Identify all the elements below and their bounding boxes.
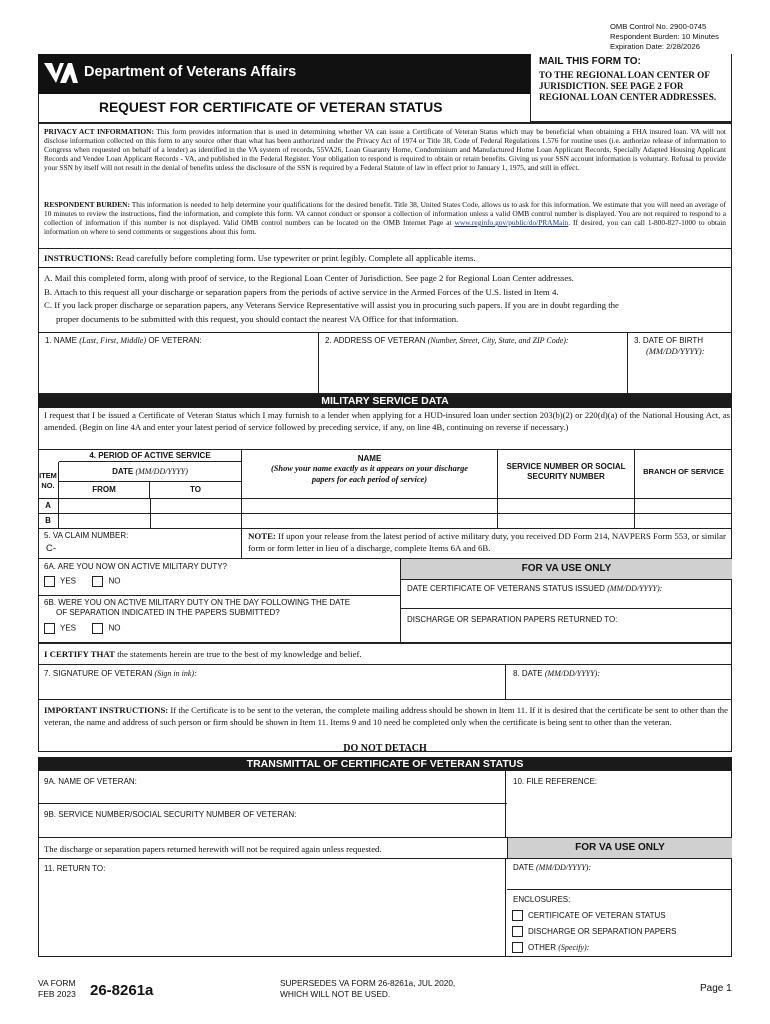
va-use-heading: FOR VA USE ONLY [401, 559, 732, 579]
header-bar [38, 54, 530, 94]
enc-other-checkbox[interactable] [512, 942, 523, 953]
row-a-name[interactable] [242, 499, 497, 513]
certify-text: I CERTIFY THAT the statements herein are true to the best of my knowledge and belief. [44, 649, 362, 659]
item-no-header: ITEM NO. [38, 462, 59, 498]
name-header: NAME [357, 454, 382, 463]
footer-form-number: 26-8261a [90, 982, 154, 999]
note-label: NOTE: [248, 531, 276, 541]
address-label: 2. ADDRESS OF VETERAN (Number, Street, City, State, and ZIP Code): [325, 336, 569, 345]
item10-label: 10. FILE REFERENCE: [513, 777, 598, 786]
item9a-label: 9A. NAME OF VETERAN: [44, 777, 137, 786]
row-a-branch[interactable] [635, 499, 732, 513]
enclosures-label: ENCLOSURES: [513, 895, 571, 904]
important-instructions [44, 704, 728, 728]
row-b-label: B [38, 513, 59, 528]
omb-burden: Respondent Burden: 10 Minutes [610, 32, 719, 41]
sign-date-field[interactable] [507, 665, 732, 699]
omb-control-no: OMB Control No. 2900-0745 [610, 22, 707, 31]
to-header: TO [190, 485, 201, 494]
date-header: DATE (MM/DD/YYYY) [59, 462, 241, 482]
item6a-options: YES NO [44, 576, 400, 587]
address-field[interactable] [318, 332, 628, 394]
note-text [248, 530, 728, 554]
item6a-label: 6A. ARE YOU NOW ON ACTIVE MILITARY DUTY? [44, 562, 228, 571]
dob-hint: (MM/DD/YYYY): [646, 346, 705, 356]
enclosure-other: OTHER (Specify): [512, 940, 676, 956]
agency-name: Department of Veterans Affairs [84, 64, 297, 80]
return-to-field[interactable] [38, 859, 506, 957]
row-a-from[interactable] [59, 499, 150, 513]
burden-text-b: . If desired, you can call 1-800-827-1000 to obtain information on where to send comments or suggestions about this form. [44, 218, 726, 236]
enclosures-list [512, 908, 676, 956]
instruction-a: A. Mail this completed form, along with proof of service, to the Regional Loan Center of Jurisdiction. See page 2 for Regional Loan Center addresses. [44, 273, 574, 283]
privacy-act [44, 127, 726, 172]
row-b-branch[interactable] [635, 514, 732, 528]
mail-text: TO THE REGIONAL LOAN CENTER OF JURISDICTION. SEE PAGE 2 FOR REGIONAL LOAN CENTER ADDRESSES. [539, 70, 717, 102]
file-reference-field[interactable] [507, 771, 732, 837]
burden-text-a: This information is needed to help determine your qualifications for the desired benefit. Title 38, United States Code, allows us to ask for this information. We estimate that you will need an average of 10 minutes to review the instructions, find the information, and complete this form. VA cannot conduct or sponsor a collection of information unless a valid OMB control number is displayed. You are not required to respond to a collection of information if this number is not displayed. Valid OMB control numbers can be located on the OMB Internet Page at [44, 200, 726, 227]
footer-supersedes: SUPERSEDES VA FORM 26-8261a, JUL 2020, WHICH WILL NOT BE USED. [280, 978, 456, 999]
item6a-yes-checkbox[interactable] [44, 576, 55, 587]
divider [507, 889, 732, 890]
row-a-svc[interactable] [498, 499, 634, 513]
instructions-list [44, 272, 728, 326]
va-claim-label: 5. VA CLAIM NUMBER: [44, 531, 129, 540]
sign-date-label: 8. DATE (MM/DD/YYYY): [513, 669, 600, 678]
enclosure-cert: CERTIFICATE OF VETERAN STATUS [512, 908, 676, 924]
mail-to-box [530, 54, 732, 122]
enclosure-papers: DISCHARGE OR SEPARATION PAPERS [512, 924, 676, 940]
item9b-label: 9B. SERVICE NUMBER/SOCIAL SECURITY NUMBER OF VETERAN: [44, 810, 297, 819]
privacy-label: PRIVACY ACT INFORMATION: [44, 127, 154, 136]
papers-returned-label: DISCHARGE OR SEPARATION PAPERS RETURNED TO: [407, 615, 618, 624]
row-b-from[interactable] [59, 514, 150, 528]
name-field[interactable] [38, 332, 319, 394]
mail-heading: MAIL THIS FORM TO: [539, 56, 641, 67]
item11-label: 11. RETURN TO: [44, 864, 106, 873]
military-heading: MILITARY SERVICE DATA [38, 394, 732, 408]
item6b-label: 6B. WERE YOU ON ACTIVE MILITARY DUTY ON THE DAY FOLLOWING THE DATE OF SEPARATION INDICATED IN THE PAPERS SUBMITTED? [44, 598, 351, 617]
row-b-to[interactable] [151, 514, 241, 528]
dob-field[interactable] [627, 332, 732, 394]
row-a-label: A [38, 498, 59, 513]
divider [38, 642, 732, 644]
enc-papers-checkbox[interactable] [512, 926, 523, 937]
row-b-name[interactable] [242, 514, 497, 528]
branch-header: BRANCH OF SERVICE [643, 467, 724, 476]
divider [38, 267, 732, 268]
va-claim-field[interactable] [38, 528, 242, 558]
enc-cert-checkbox[interactable] [512, 910, 523, 921]
signature-field[interactable] [38, 665, 506, 699]
name-header-cell [242, 454, 497, 485]
item6b-yes-checkbox[interactable] [44, 623, 55, 634]
instruction-c2: proper documents to be submitted with this request, you should contact the nearest VA Office for that information. [56, 313, 459, 324]
note-body: If upon your release from the latest period of active military duty, you received DD Form 214, NAVPERS Form 553, or similar form or form letter in lieu of a discharge, complete Items 6A and 6B. [248, 531, 726, 553]
va-use-heading-2: FOR VA USE ONLY [507, 838, 732, 858]
from-header: FROM [59, 482, 150, 498]
item6b-options: YES NO [44, 623, 400, 634]
va-claim-prefix: C- [46, 543, 57, 554]
row-b-svc[interactable] [498, 514, 634, 528]
divider [38, 248, 732, 249]
omb-block [610, 22, 760, 52]
va-date-label: DATE (MM/DD/YYYY): [513, 863, 592, 872]
do-not-detach: DO NOT DETACH [343, 743, 427, 754]
name-label: 1. NAME (Last, First, Middle) OF VETERAN: [45, 336, 202, 345]
period-header: 4. PERIOD OF ACTIVE SERVICE [59, 449, 241, 462]
cert-issued-label: DATE CERTIFICATE OF VETERANS STATUS ISSUED (MM/DD/YYYY): [407, 584, 663, 593]
papers-returned-text: The discharge or separation papers returned herewith will not be required again unless requested. [44, 844, 382, 854]
active-duty-now [38, 559, 400, 595]
transmittal-heading: TRANSMITTAL OF CERTIFICATE OF VETERAN STATUS [38, 757, 732, 771]
divider [38, 699, 732, 700]
respondent-burden [44, 200, 726, 236]
item6b-no-checkbox[interactable] [92, 623, 103, 634]
instructions [44, 253, 726, 264]
veteran-name-field[interactable] [38, 771, 506, 803]
name-hint: (Show your name exactly as it appears on your discharge papers for each period of service) [270, 464, 469, 484]
footer-form-label: VA FORM FEB 2023 [38, 978, 76, 999]
item6a-no-checkbox[interactable] [92, 576, 103, 587]
important-label: IMPORTANT INSTRUCTIONS: [44, 705, 169, 715]
service-number-field[interactable] [38, 804, 506, 837]
form-title: REQUEST FOR CERTIFICATE OF VETERAN STATUS [99, 100, 443, 115]
instruction-c1: C. If you lack proper discharge or separation papers, any Veterans Service Representative will assist you in procuring such papers. If you are in doubt regarding the [44, 300, 619, 310]
burden-label: RESPONDENT BURDEN: [44, 200, 130, 209]
divider [401, 608, 732, 609]
footer-page: Page 1 [700, 983, 732, 994]
svc-number-header: SERVICE NUMBER OR SOCIAL SECURITY NUMBER [506, 462, 626, 481]
omb-link[interactable]: www.reginfo.gov/public/do/PRAMain [454, 218, 569, 227]
divider [401, 579, 732, 580]
va-logo-icon [42, 60, 78, 86]
privacy-text: This form provides information that is used in determining whether VA can issue a Certificate of Veteran Status which may be beneficial when obtaining a FHA insured loan. VA will not disclose information collected on this form to any source other than what has been authorized under the Privacy Act of 1974 or Title 38, Code of Federal Regulations 1.576 for routine uses (i.e. authorize release of information to Congress when requested on behalf of a lender) as identified in the VA system of records, 55VA26, Loan Guaranty Home, Condominium and Manufactured Home Loan Applicant Records, Specially Adapted Housing Applicant Records and Vendee Loan Applicant Records - VA, and published in the Federal Register. Your obligation to respond is required to obtain or retain benefits. Giving us your SSN account information is voluntary. Refusal to provide your SSN by itself will not result in the denial of benefits unless the disclosure of the SSN is required by a Federal Statute of law in effect prior to January 1, 1975, and still in effect. [44, 127, 726, 172]
military-request: I request that I be issued a Certificate of Veteran Status which I may furnish to a lender when applying for a HUD-insured loan under section 203(b)(2) or 220(d)(a) of the National Housing Act, as amended. (Begin on line 4A and enter your latest period of service followed by preceding service, if any, on line 4B, continuing on reverse if necessary.) [44, 410, 730, 432]
title-box [38, 94, 530, 122]
active-duty-after [38, 596, 400, 642]
instructions-label: INSTRUCTIONS: [44, 253, 114, 263]
instructions-text: Read carefully before completing form. Use typewriter or print legibly. Complete all applicable items. [116, 253, 476, 263]
omb-expiration: Expiration Date: 2/28/2026 [610, 42, 700, 51]
row-a-to[interactable] [151, 499, 241, 513]
instruction-b: B. Attach to this request all your discharge or separation papers from the periods of active service in the Armed Forces of the U.S. listed in Item 4. [44, 286, 559, 297]
dob-label: 3. DATE OF BIRTH [634, 336, 704, 345]
important-text: If the Certificate is to be sent to the veteran, the complete mailing address should be shown in Item 11. If it is desired that the certificate be sent to other than the veteran, the name and address of such person or firm should be shown in Item 11. Items 9 and 10 need be completed only when the certificate is being sent to other than the veteran. [44, 705, 729, 727]
signature-label: 7. SIGNATURE OF VETERAN (Sign in ink): [44, 669, 197, 678]
